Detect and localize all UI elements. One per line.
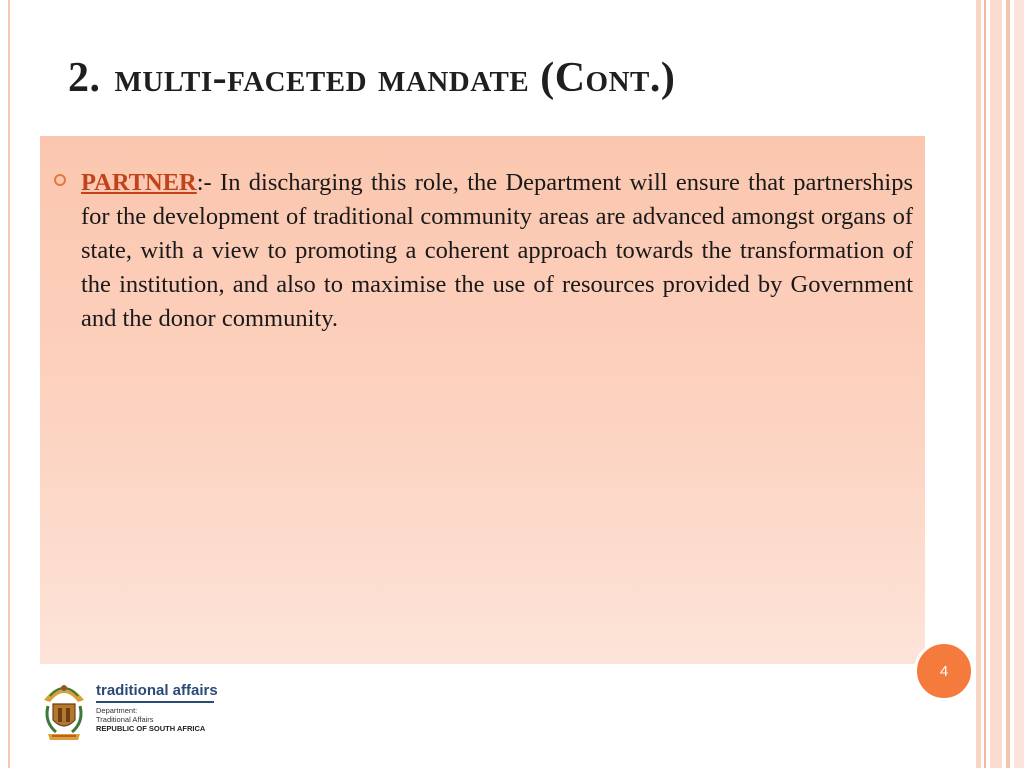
logo-text-block xyxy=(96,682,218,733)
logo-line-department: Department: xyxy=(96,706,138,715)
page-number-badge xyxy=(914,641,974,701)
right-decor-stripe xyxy=(990,0,1002,768)
department-logo xyxy=(38,678,228,746)
logo-divider xyxy=(96,701,214,703)
right-decor-stripe xyxy=(976,0,981,768)
slide-title xyxy=(68,54,675,102)
bullet-paragraph xyxy=(81,166,913,336)
bullet-keyword: PARTNER xyxy=(81,169,197,196)
bullet-text: In discharging this role, the Department will ensure that partnerships for the development of traditional community areas are advanced amongst organs of state, with a view to promoting a coherent approach towards the transformation of the institution, and also to maximise the use of resources provided by Government and the donor community. xyxy=(81,169,913,332)
slide-title-number: 2. xyxy=(68,55,101,101)
logo-line-republic: REPUBLIC OF SOUTH AFRICA xyxy=(96,724,206,733)
right-decor-stripe xyxy=(1006,0,1010,768)
slide-title-text: multi-faceted mandate (Cont.) xyxy=(114,55,676,101)
page-number: 4 xyxy=(939,662,949,680)
left-border-rule xyxy=(8,0,10,768)
bullet-separator: :- xyxy=(196,169,212,196)
right-decor-stripe xyxy=(1014,0,1024,768)
logo-line-affairs: Traditional Affairs xyxy=(96,715,154,724)
bullet-circle-icon xyxy=(54,174,66,186)
right-decor-stripe xyxy=(984,0,986,768)
logo-main-text: traditional affairs xyxy=(96,682,218,699)
coat-of-arms-icon xyxy=(38,678,90,744)
content-box xyxy=(40,136,925,664)
